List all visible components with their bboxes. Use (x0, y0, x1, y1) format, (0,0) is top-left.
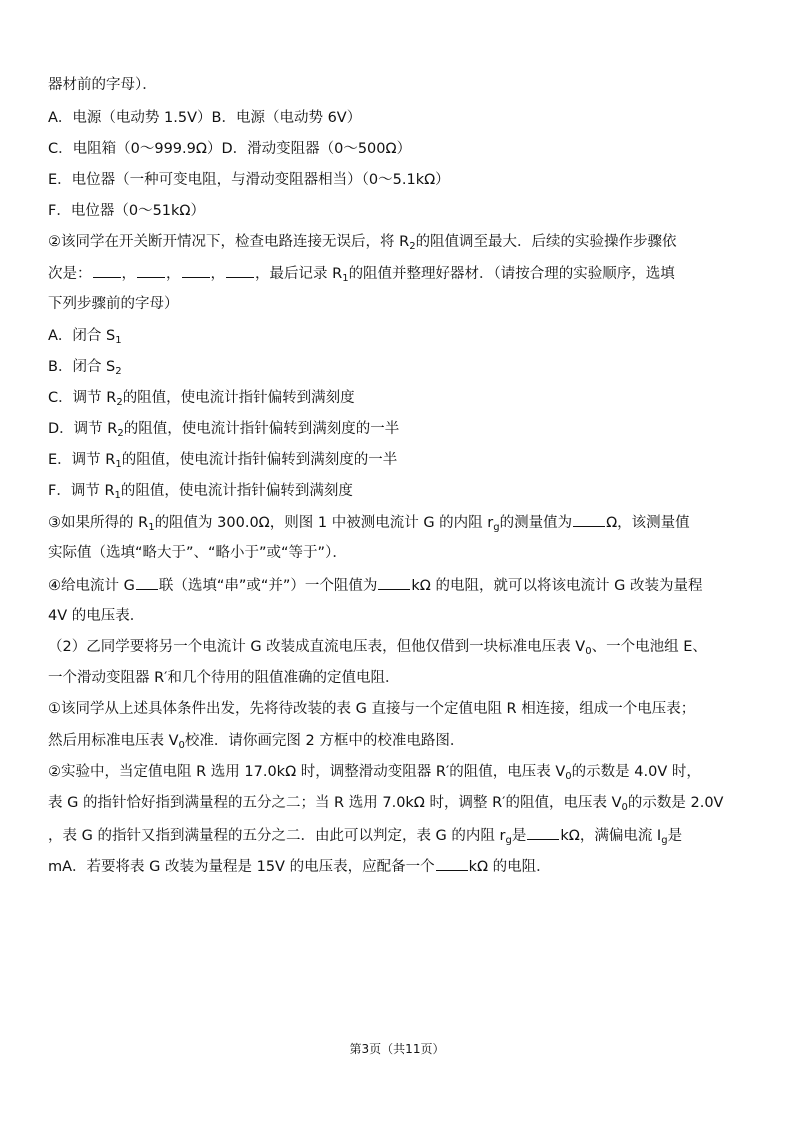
text-segment: 是 (511, 828, 527, 844)
text-line (48, 232, 677, 252)
answer-blank (573, 512, 605, 527)
text-segment: 校准．请你画完图 2 方框中的校准电路图． (184, 733, 465, 749)
text-segment: 的阻值，使电流计指针偏转到满刻度 (122, 390, 355, 406)
text-segment: 的示数是 4.0V 时， (571, 764, 701, 780)
text-segment: 的阻值并整理好器材．（请按合理的实验顺序，选填 (348, 266, 675, 282)
subscript: g (505, 835, 512, 846)
subscript: 2 (117, 428, 124, 439)
text-line (48, 139, 411, 159)
text-line (48, 762, 701, 782)
text-line (48, 294, 179, 314)
text-segment: ④给电流计 G (48, 578, 135, 594)
text-segment: 的阻值，使电流计指针偏转到满刻度 (120, 483, 353, 499)
subscript: 0 (585, 646, 592, 657)
text-line (48, 170, 450, 190)
text-segment: A．电源（电动势 1.5V）B．电源（电动势 6V） (48, 110, 362, 126)
subscript: 1 (342, 273, 349, 284)
text-segment: 的阻值调至最大．后续的实验操作步骤依 (415, 234, 677, 250)
text-line (48, 357, 122, 377)
answer-blank (93, 263, 121, 278)
subscript: 1 (148, 522, 155, 533)
text-segment: 4V 的电压表． (48, 608, 145, 624)
text-line (48, 512, 690, 533)
text-segment: ， (210, 266, 225, 282)
text-segment: ，最后记录 R (255, 266, 343, 282)
text-segment: ②实验中，当定值电阻 R 选用 17.0kΩ 时，调整滑动变阻器 R′的阻值，电压表 V (48, 764, 566, 780)
subscript: g (661, 835, 668, 846)
text-segment: A．闭合 S (48, 328, 116, 344)
subscript: 1 (115, 459, 122, 470)
text-segment: 的测量值为 (499, 515, 573, 531)
text-segment: mA．若要将表 G 改装为量程是 15V 的电压表，应配备一个 (48, 859, 435, 875)
text-line (48, 450, 397, 470)
text-line (48, 263, 675, 284)
text-segment: ，表 G 的指针又指到满量程的五分之二．由此可以判定，表 G 的内阻 r (48, 828, 506, 844)
subscript: 0 (621, 802, 628, 813)
text-line (48, 637, 707, 657)
subscript: 2 (115, 366, 122, 377)
text-segment: ， (121, 266, 136, 282)
text-segment: 实际值（选填“略大于”、“略小于”或“等于”）． (48, 545, 347, 561)
text-segment: E．调节 R (48, 452, 116, 468)
answer-blank (378, 575, 410, 590)
text-segment: 一个滑动变阻器 R′和几个待用的阻值准确的定值电阻． (48, 670, 400, 686)
subscript: 1 (115, 335, 122, 346)
text-line (48, 825, 682, 846)
text-segment: 的阻值为 300.0Ω，则图 1 中被测电流计 G 的内阻 r (154, 515, 494, 531)
text-segment: 的示数是 2.0V (627, 795, 724, 811)
text-line (48, 699, 695, 719)
answer-blank (136, 575, 158, 590)
answer-blank (527, 825, 559, 840)
text-segment: C．电阻箱（0～999.9Ω）D．滑动变阻器（0～500Ω） (48, 141, 412, 157)
answer-blank (226, 263, 254, 278)
text-segment: kΩ，满偏电流 I (560, 828, 662, 844)
answer-blank (182, 263, 210, 278)
text-segment: 的阻值，使电流计指针偏转到满刻度的一半 (123, 421, 400, 437)
text-segment: ①该同学从上述具体条件出发，先将待改装的表 G 直接与一个定值电阻 R 相连接，组成一个电压表； (48, 701, 696, 717)
text-segment: ②该同学在开关断开情况下，检查电路连接无误后，将 R (48, 234, 410, 250)
subscript: 2 (409, 241, 416, 252)
text-line (48, 388, 355, 408)
text-segment: （2）乙同学要将另一个电流计 G 改装成直流电压表，但他仅借到一块标准电压表 V (48, 639, 586, 655)
answer-blank (137, 263, 165, 278)
subscript: 0 (178, 740, 185, 751)
text-segment: 、一个电池组 E、 (591, 639, 707, 655)
text-line (48, 419, 399, 439)
subscript: 2 (116, 397, 123, 408)
text-segment: 表 G 的指针恰好指到满量程的五分之二；当 R 选用 7.0kΩ 时，调整 R′的阻值，电压表 V (48, 795, 622, 811)
subscript: 0 (565, 771, 572, 782)
text-segment: 是 (667, 828, 683, 844)
text-line (48, 731, 464, 751)
text-segment: 然后用标准电压表 V (48, 733, 179, 749)
text-segment: Ω，该测量值 (606, 515, 690, 531)
text-line (48, 668, 399, 688)
answer-blank (436, 856, 468, 871)
text-line (48, 575, 702, 596)
text-segment: E．电位器（一种可变电阻，与滑动变阻器相当）（0～5.1kΩ） (48, 172, 450, 188)
text-line (48, 481, 353, 501)
text-segment: B．闭合 S (48, 359, 116, 375)
text-segment: ③如果所得的 R (48, 515, 149, 531)
text-line (48, 75, 157, 95)
text-segment: ， (166, 266, 181, 282)
text-line (48, 856, 551, 877)
text-line (48, 201, 205, 221)
text-segment: 次是： (48, 266, 92, 282)
text-segment: kΩ 的电阻，就可以将该电流计 G 改装为量程 (411, 578, 703, 594)
subscript: g (493, 522, 500, 533)
text-segment: 器材前的字母）． (48, 77, 157, 93)
text-segment: 联（选填“串”或“并”）一个阻值为 (158, 578, 378, 594)
text-segment: C．调节 R (48, 390, 117, 406)
text-segment: kΩ 的电阻． (468, 859, 551, 875)
text-line (48, 606, 144, 626)
text-segment: F．调节 R (48, 483, 115, 499)
text-segment: 下列步骤前的字母） (48, 296, 179, 312)
text-segment: D．调节 R (48, 421, 118, 437)
text-line (48, 108, 361, 128)
text-segment: F．电位器（0～51kΩ） (48, 203, 205, 219)
text-line (48, 793, 723, 813)
page-footer: 第3页（共11页） (349, 1042, 445, 1056)
subscript: 1 (114, 490, 121, 501)
text-line (48, 543, 347, 563)
text-line (48, 326, 122, 346)
text-segment: 的阻值，使电流计指针偏转到满刻度的一半 (121, 452, 398, 468)
